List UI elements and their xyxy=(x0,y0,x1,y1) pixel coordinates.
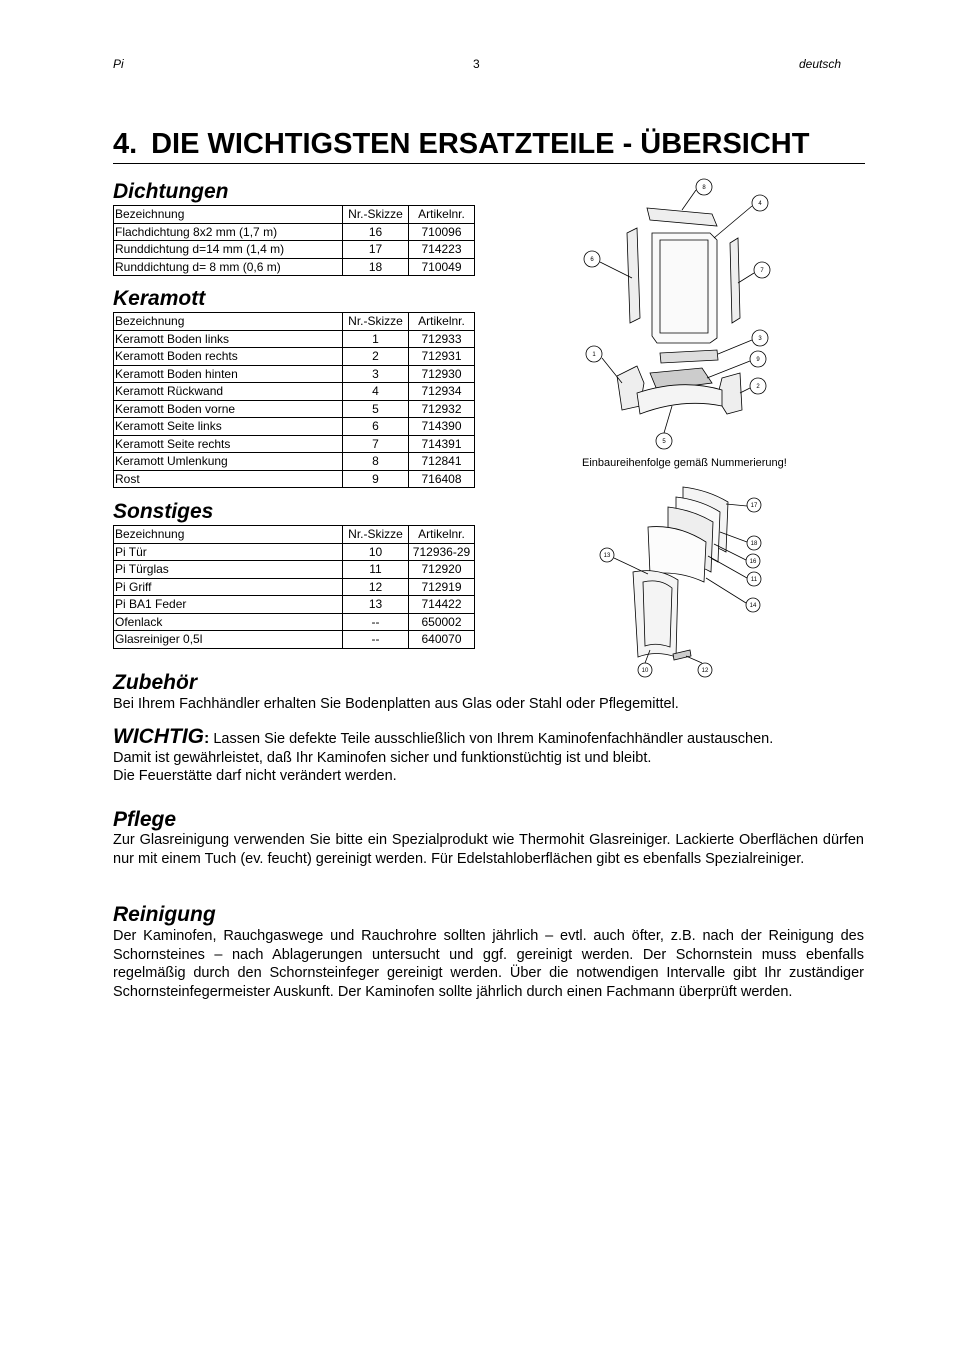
part-sketch-number: 17 xyxy=(343,241,409,259)
label-1: 1 xyxy=(592,352,596,358)
exploded-view-door xyxy=(598,482,773,680)
table-row xyxy=(114,561,475,579)
pflege-text: Zur Glasreinigung verwenden Sie bitte ein Spezialprodukt wie Thermohit Glasreiniger. Lackierte Oberflächen dürfen nur mit einem Tuch (ev. feucht) gereinigt werden. Für Edelstahloberflächen gibt es ebenfalls Spezialreiniger. xyxy=(113,832,864,867)
heading-dichtungen: Dichtungen xyxy=(113,180,229,203)
heading-zubehoer: Zubehör xyxy=(113,671,197,694)
page-number: 3 xyxy=(473,57,480,71)
table-header-row xyxy=(114,313,475,331)
label-12: 12 xyxy=(701,668,709,674)
table-dichtungen xyxy=(113,205,475,276)
table-row xyxy=(114,453,475,471)
part-sketch-number: 4 xyxy=(343,383,409,401)
part-sketch-number: 12 xyxy=(343,578,409,596)
part-article-number: 650002 xyxy=(409,613,475,631)
part-sketch-number: 13 xyxy=(343,596,409,614)
header-model: Pi xyxy=(113,57,124,71)
part-article-number: 710096 xyxy=(409,223,475,241)
heading-sonstiges: Sonstiges xyxy=(113,500,214,523)
part-sketch-number: 10 xyxy=(343,543,409,561)
part-sketch-number: 18 xyxy=(343,258,409,276)
part-article-number: 714391 xyxy=(409,435,475,453)
part-article-number: 712920 xyxy=(409,561,475,579)
table-row xyxy=(114,578,475,596)
part-article-number: 712936-29 xyxy=(409,543,475,561)
table-row xyxy=(114,348,475,366)
part-article-number: 712934 xyxy=(409,383,475,401)
exploded-view-firebox xyxy=(582,178,782,453)
part-sketch-number: 11 xyxy=(343,561,409,579)
label-13: 13 xyxy=(603,553,611,559)
part-name: Rost xyxy=(114,470,343,488)
label-4: 4 xyxy=(758,201,762,207)
part-sketch-number: 3 xyxy=(343,365,409,383)
table-header-row xyxy=(114,526,475,544)
label-17: 17 xyxy=(750,503,758,509)
table-row xyxy=(114,365,475,383)
part-sketch-number: 5 xyxy=(343,400,409,418)
part-sketch-number: -- xyxy=(343,613,409,631)
header-language: deutsch xyxy=(798,57,841,71)
part-name: Keramott Rückwand xyxy=(114,383,343,401)
part-article-number: 640070 xyxy=(409,631,475,649)
table-row xyxy=(114,596,475,614)
column-header-name: Bezeichnung xyxy=(114,206,343,224)
part-sketch-number: 8 xyxy=(343,453,409,471)
part-article-number: 712933 xyxy=(409,330,475,348)
part-name: Pi BA1 Feder xyxy=(114,596,343,614)
wichtig-text-3: Die Feuerstätte darf nicht verändert werden. xyxy=(113,768,397,784)
heading-reinigung: Reinigung xyxy=(113,903,216,926)
table-row xyxy=(114,418,475,436)
label-6: 6 xyxy=(590,257,594,263)
part-name: Ofenlack xyxy=(114,613,343,631)
table-row xyxy=(114,613,475,631)
column-header-sketch: Nr.-Skizze xyxy=(343,206,409,224)
part-name: Keramott Umlenkung xyxy=(114,453,343,471)
wichtig-text-1: Lassen Sie defekte Teile ausschließlich von Ihrem Kaminofenfachhändler austauschen. xyxy=(209,731,774,747)
table-row xyxy=(114,435,475,453)
table-sonstiges xyxy=(113,525,475,649)
part-article-number: 716408 xyxy=(409,470,475,488)
part-name: Pi Griff xyxy=(114,578,343,596)
table-header-row xyxy=(114,206,475,224)
part-article-number: 712931 xyxy=(409,348,475,366)
part-article-number: 714422 xyxy=(409,596,475,614)
table-row xyxy=(114,223,475,241)
table-keramott xyxy=(113,312,475,488)
label-16: 16 xyxy=(749,559,757,565)
column-header-sketch: Nr.-Skizze xyxy=(343,313,409,331)
table-row xyxy=(114,383,475,401)
table-row xyxy=(114,258,475,276)
part-name: Runddichtung d= 8 mm (0,6 m) xyxy=(114,258,343,276)
table-row xyxy=(114,470,475,488)
wichtig-block xyxy=(113,725,864,786)
part-sketch-number: 9 xyxy=(343,470,409,488)
table-row xyxy=(114,543,475,561)
table-row xyxy=(114,400,475,418)
label-14: 14 xyxy=(749,603,757,609)
wichtig-label: WICHTIG xyxy=(113,725,204,748)
wichtig-line-1 xyxy=(113,725,864,749)
part-name: Flachdichtung 8x2 mm (1,7 m) xyxy=(114,223,343,241)
part-name: Pi Türglas xyxy=(114,561,343,579)
column-header-article: Artikelnr. xyxy=(409,526,475,544)
part-article-number: 714390 xyxy=(409,418,475,436)
label-7: 7 xyxy=(760,268,764,274)
label-9: 9 xyxy=(756,357,760,363)
wichtig-text-2: Damit ist gewährleistet, daß Ihr Kaminofen sicher und funktionstüchtig ist und bleibt. xyxy=(113,749,652,766)
column-header-sketch: Nr.-Skizze xyxy=(343,526,409,544)
part-name: Glasreiniger 0,5l xyxy=(114,631,343,649)
part-name: Keramott Boden links xyxy=(114,330,343,348)
column-header-name: Bezeichnung xyxy=(114,526,343,544)
part-name: Runddichtung d=14 mm (1,4 m) xyxy=(114,241,343,259)
reinigung-text: Der Kaminofen, Rauchgaswege und Rauchrohre sollten jährlich – evtl. auch öfter, z.B. nach der Reinigung des Schornsteines – nach Ablagerungen untersucht und ggf. gereinigt werden. Der Schornstein muss ebenfalls regelmäßig durch den Schornsteinfeger gereinigt werden. Über die notwendigen Intervalle gibt Ihr zuständiger Schornsteinfegermeister Auskunft. Der Kaminofen sollte jährlich durch einen Fachmann überprüft werden. xyxy=(113,928,864,1000)
part-name: Keramott Seite rechts xyxy=(114,435,343,453)
column-header-article: Artikelnr. xyxy=(409,206,475,224)
part-name: Keramott Boden vorne xyxy=(114,400,343,418)
label-5: 5 xyxy=(662,439,666,445)
figure-caption: Einbaureihenfolge gemäß Nummerierung! xyxy=(582,457,787,469)
column-header-name: Bezeichnung xyxy=(114,313,343,331)
label-3: 3 xyxy=(758,336,762,342)
wichtig-colon: : xyxy=(203,730,210,747)
part-article-number: 712930 xyxy=(409,365,475,383)
title-number: 4. xyxy=(113,128,138,160)
label-10: 10 xyxy=(641,668,649,674)
part-sketch-number: 7 xyxy=(343,435,409,453)
part-name: Pi Tür xyxy=(114,543,343,561)
part-sketch-number: 6 xyxy=(343,418,409,436)
part-article-number: 712932 xyxy=(409,400,475,418)
label-11: 11 xyxy=(750,577,758,583)
label-2: 2 xyxy=(756,384,760,390)
part-sketch-number: -- xyxy=(343,631,409,649)
part-article-number: 712919 xyxy=(409,578,475,596)
part-sketch-number: 1 xyxy=(343,330,409,348)
part-name: Keramott Boden rechts xyxy=(114,348,343,366)
table-row xyxy=(114,241,475,259)
part-name: Keramott Seite links xyxy=(114,418,343,436)
part-sketch-number: 16 xyxy=(343,223,409,241)
zubehoer-text: Bei Ihrem Fachhändler erhalten Sie Bodenplatten aus Glas oder Stahl oder Pflegemittel. xyxy=(113,696,679,712)
heading-pflege: Pflege xyxy=(113,808,177,831)
part-name: Keramott Boden hinten xyxy=(114,365,343,383)
label-8: 8 xyxy=(702,185,706,191)
part-article-number: 714223 xyxy=(409,241,475,259)
part-article-number: 712841 xyxy=(409,453,475,471)
label-18: 18 xyxy=(750,541,758,547)
table-row xyxy=(114,631,475,649)
page-title xyxy=(113,126,865,164)
table-row xyxy=(114,330,475,348)
part-article-number: 710049 xyxy=(409,258,475,276)
part-sketch-number: 2 xyxy=(343,348,409,366)
heading-keramott: Keramott xyxy=(113,287,206,310)
title-text: DIE WICHTIGSTEN ERSATZTEILE - ÜBERSICHT xyxy=(151,128,810,160)
column-header-article: Artikelnr. xyxy=(409,313,475,331)
